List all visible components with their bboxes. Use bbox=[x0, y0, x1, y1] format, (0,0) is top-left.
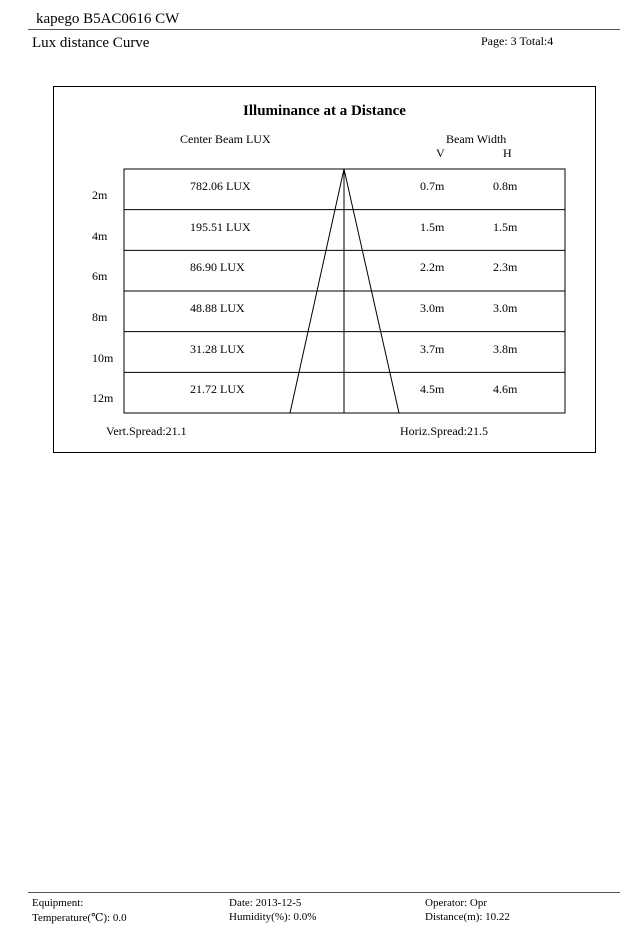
operator-field: Operator: Opr bbox=[425, 897, 488, 909]
header-divider bbox=[28, 29, 620, 30]
center-beam-lux: 21.72 LUX bbox=[190, 382, 245, 397]
v-column-header: V bbox=[436, 146, 445, 160]
beam-width-h: 4.6m bbox=[493, 382, 518, 397]
distance-label: 4m bbox=[92, 228, 108, 243]
beam-width-v: 3.0m bbox=[420, 301, 445, 315]
distance-label: 10m bbox=[92, 350, 114, 365]
footer-divider bbox=[28, 892, 620, 893]
equipment-field: Equipment: bbox=[32, 897, 84, 909]
chart-title: Illuminance at a Distance bbox=[243, 103, 406, 119]
beam-width-h: 1.5m bbox=[493, 219, 518, 234]
page-info: Page: 3 Total:4 bbox=[481, 34, 554, 48]
center-beam-lux: 782.06 LUX bbox=[190, 179, 251, 193]
beam-width-v: 0.7m bbox=[420, 179, 445, 193]
humidity-field: Humidity(%): 0.0% bbox=[229, 911, 317, 923]
center-beam-lux: 48.88 LUX bbox=[190, 301, 245, 315]
beam-width-h: 3.0m bbox=[493, 301, 518, 315]
report-subtitle: Lux distance Curve bbox=[32, 35, 150, 51]
beam-width-header: Beam Width bbox=[446, 132, 507, 146]
beam-width-h: 0.8m bbox=[493, 179, 518, 193]
beam-width-h: 3.8m bbox=[493, 341, 518, 356]
temperature-field: Temperature(℃): 0.0 bbox=[32, 912, 127, 924]
center-beam-lux: 31.28 LUX bbox=[190, 341, 245, 356]
center-beam-header: Center Beam LUX bbox=[180, 132, 271, 146]
center-beam-lux: 195.51 LUX bbox=[190, 219, 251, 234]
distance-label: 12m bbox=[92, 391, 114, 406]
distance-label: 8m bbox=[92, 310, 108, 324]
center-beam-lux: 86.90 LUX bbox=[190, 260, 245, 275]
beam-width-v: 1.5m bbox=[420, 219, 445, 234]
h-column-header: H bbox=[503, 146, 512, 160]
beam-width-h: 2.3m bbox=[493, 260, 518, 275]
beam-width-v: 2.2m bbox=[420, 260, 445, 275]
date-field: Date: 2013-12-5 bbox=[229, 897, 302, 909]
distance-label: 6m bbox=[92, 269, 108, 284]
distance-label: 2m bbox=[92, 188, 108, 202]
beam-width-v: 4.5m bbox=[420, 382, 445, 397]
document-title: kapego B5AC0616 CW bbox=[36, 11, 180, 27]
illuminance-chart-box bbox=[53, 86, 596, 453]
horiz-spread-label: Horiz.Spread:21.5 bbox=[400, 424, 488, 438]
distance-field: Distance(m): 10.22 bbox=[425, 911, 510, 923]
beam-width-v: 3.7m bbox=[420, 341, 445, 356]
vert-spread-label: Vert.Spread:21.1 bbox=[106, 424, 187, 438]
